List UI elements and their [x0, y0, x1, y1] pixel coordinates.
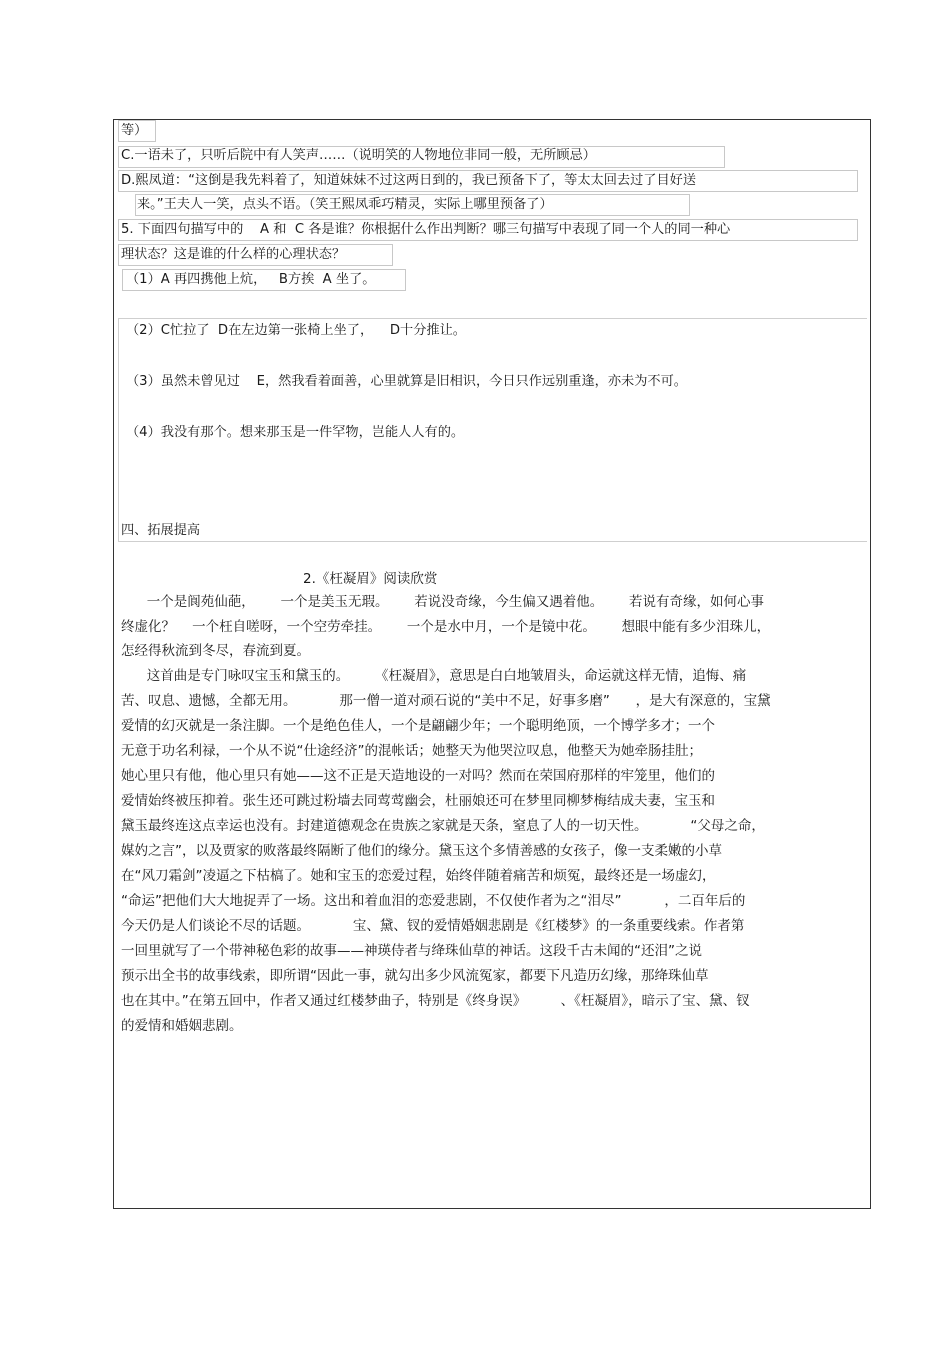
passage-line: 也在其中。”在第五回中，作者又通过红楼梦曲子，特别是《终身误》 、《枉凝眉》，暗示了宝、黛、钗	[121, 993, 750, 1009]
passage-line: 她心里只有他，他心里只有她——这不正是天造地设的一对吗？然而在荣国府那样的牢笼里，他们的	[121, 768, 715, 784]
passage-line: 无意于功名利禄，一个从不说“仕途经济”的混帐话；她整天为他哭泣叹息，他整天为她牵肠挂肚；	[121, 743, 702, 759]
sentence1: （1）A 再四携他上炕， B方挨 A 坐了。	[126, 272, 376, 287]
passage-line: 一回里就写了一个带神秘色彩的故事——神瑛侍者与绛珠仙草的神话。这段千古未闻的“还泪”之说	[121, 943, 702, 959]
passage-line: 今天仍是人们谈论不尽的话题。 宝、黛、钗的爱情婚姻悲剧是《红楼梦》的一条重要线索。作者第	[121, 918, 745, 934]
passage-line: 苦、叹息、遗憾，全都无用。 那一僧一道对顽石说的“美中不足，好事多磨” ，是大有深意的，宝黛	[121, 693, 771, 709]
passage-line: 黛玉最终连这点幸运也没有。封建道德观念在贵族之家就是天条，窒息了人的一切天性。 “父母之命，	[121, 818, 765, 834]
sentence3: （3）虽然未曾见过 E，然我看着面善，心里就算是旧相识，今日只作远别重逢，亦未为不可。	[126, 374, 687, 389]
sentence4: （4）我没有那个。想来那玉是一件罕物，岂能人人有的。	[126, 425, 465, 440]
passage-line: 的爱情和婚姻悲剧。	[121, 1018, 243, 1034]
passage-line: 媒妁之言”，以及贾家的败落最终隔断了他们的缘分。黛玉这个多情善感的女孩子，像一支柔嫩的小草	[121, 843, 722, 859]
passage-line: 这首曲是专门咏叹宝玉和黛玉的。 《枉凝眉》，意思是白白地皱眉头，命运就这样无情，追悔、痛	[121, 668, 747, 684]
passage-line: 怎经得秋流到冬尽，春流到夏。	[121, 643, 310, 659]
reading-title: 2.《枉凝眉》阅读欣赏	[303, 571, 438, 587]
passage-line: 在“风刀霜剑”凌逼之下枯槁了。她和宝玉的恋爱过程，始终伴随着痛苦和烦冤，最终还是一场虚幻，	[121, 868, 716, 884]
passage-line: 终虚化？ 一个枉自嗟呀，一个空劳牵挂。 一个是水中月，一个是镜中花。 想眼中能有多少泪珠儿，	[121, 619, 771, 635]
passage-line: “命运”把他们大大地捉弄了一场。这出和着血泪的恋爱悲剧，不仅使作者为之“泪尽” ，二百年后的	[121, 893, 746, 909]
item-c: C.一语未了，只听后院中有人笑声……（说明笑的人物地位非同一般，无所顾忌）	[121, 148, 596, 163]
passage-line: 一个是阆苑仙葩， 一个是美玉无瑕。 若说没奇缘，今生偏又遇着他。 若说有奇缘，如何心事	[121, 594, 764, 610]
item-d-line2: 来。”王夫人一笑，点头不语。（笑王熙凤乖巧精灵，实际上哪里预备了）	[137, 197, 553, 212]
passage-line: 预示出全书的故事线索，即所谓“因此一事，就勾出多少风流冤家，都要下凡造历幻缘，那绛珠仙草	[121, 968, 709, 984]
passage-line: 爱情的幻灭就是一条注脚。一个是绝色佳人，一个是翩翩少年；一个聪明绝顶，一个博学多才；一个	[121, 718, 715, 734]
question5-line2: 理状态？这是谁的什么样的心理状态？	[121, 247, 346, 262]
question5-line1: 5. 下面四句描写中的 A 和 C 各是谁？你根据什么作出判断？哪三句描写中表现了同一个人的同一种心	[121, 222, 731, 237]
item-d-line1: D.熙凤道：“这倒是我先料着了，知道妹妹不过这两日到的，我已预备下了，等太太回去过了目好送	[121, 173, 697, 188]
line-fragment: 等）	[121, 123, 148, 138]
sentence2: （2）C忙拉了 D在左边第一张椅上坐了， D十分推让。	[126, 323, 466, 338]
section-heading: 四、拓展提高	[121, 523, 201, 538]
passage-line: 爱情始终被压抑着。张生还可跳过粉墙去同莺莺幽会，杜丽娘还可在梦里同柳梦梅结成夫妻，宝玉和	[121, 793, 715, 809]
